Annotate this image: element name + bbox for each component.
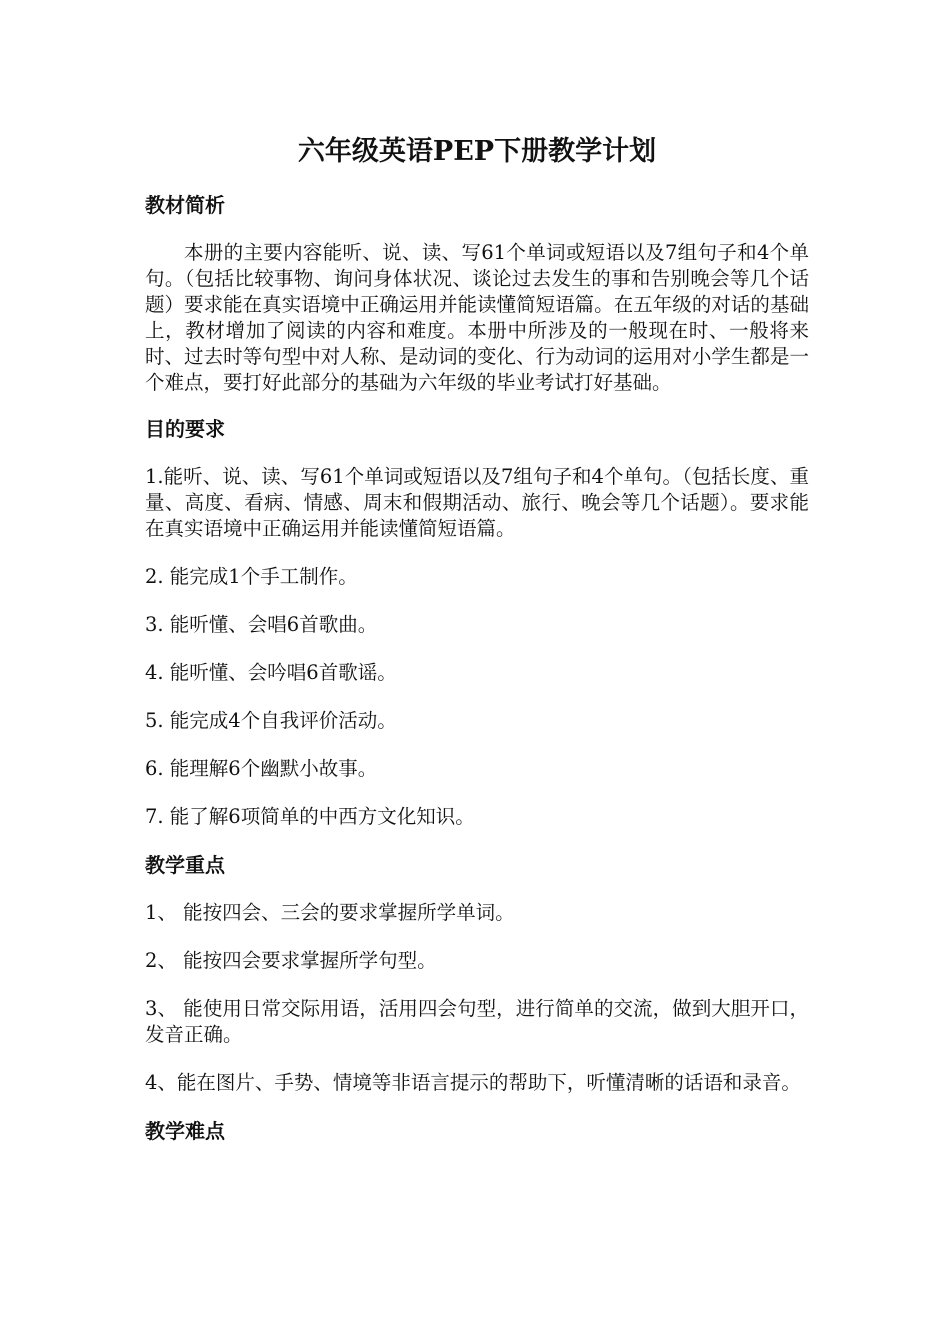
section-heading-difficulties: 教学难点 [145,1119,225,1143]
document-title: 六年级英语PEP下册教学计划 [297,136,657,167]
objective-item: 5. 能完成4个自我评价活动。 [145,709,397,732]
section-heading-textbook-analysis: 教材简析 [145,193,225,217]
objective-item: 1.能听、说、读、写61个单词或短语以及7组句子和4个单句。（包括长度、重量、高度、看病、情感、周末和假期活动、旅行、晚会等几个话题）。要求能在真实语境中正确运用并能读懂简短语篇。 [145,465,809,540]
objective-item: 2. 能完成1个手工制作。 [145,565,358,588]
key-point-item: 2、 能按四会要求掌握所学句型。 [145,949,437,972]
document-page [145,128,809,1166]
key-point-item: 4、能在图片、手势、情境等非语言提示的帮助下，听懂清晰的话语和录音。 [145,1071,801,1094]
key-point-item: 1、 能按四会、三会的要求掌握所学单词。 [145,901,515,924]
key-point-item: 3、 能使用日常交际用语，活用四会句型，进行简单的交流，做到大胆开口，发音正确。 [145,997,809,1046]
objective-item: 4. 能听懂、会吟唱6首歌谣。 [145,661,397,684]
section-heading-key-points: 教学重点 [145,853,225,877]
objective-item: 3. 能听懂、会唱6首歌曲。 [145,613,378,636]
objective-item: 7. 能了解6项简单的中西方文化知识。 [145,805,475,828]
textbook-analysis-paragraph: 本册的主要内容能听、说、读、写61个单词或短语以及7组句子和4个单句。（包括比较事物、询问身体状况、谈论过去发生的事和告别晚会等几个话题）要求能在真实语境中正确运用并能读懂简短语篇。在五年级的对话的基础上，教材增加了阅读的内容和难度。本册中所涉及的一般现在时、一般将来时、过去时等句型中对人称、是动词的变化、行为动词的运用对小学生都是一个难点，要打好此部分的基础为六年级的毕业考试打好基础。 [145,241,809,394]
objective-item: 6. 能理解6个幽默小故事。 [145,757,378,780]
section-heading-objectives: 目的要求 [145,417,225,441]
